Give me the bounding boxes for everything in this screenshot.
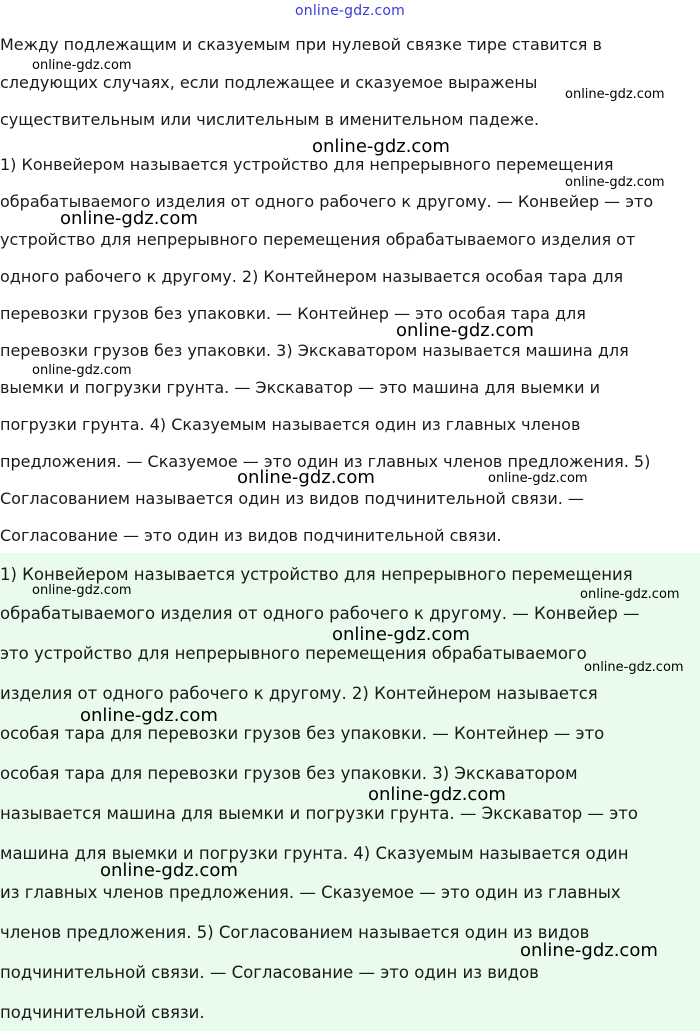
watermark: online-gdz.com xyxy=(565,87,665,102)
rule-line: следующих случаях, если подлежащее и сказуемое выражены xyxy=(0,73,538,92)
example-line: перевозки грузов без упаковки. — Контейнер — это особая тара для xyxy=(0,304,586,323)
watermark: online-gdz.com xyxy=(80,705,218,726)
example-line: предложения. — Сказуемое — это один из главных членов предложения. 5) xyxy=(0,452,651,471)
answer-line: особая тара для перевозки грузов без упаковки. 3) Экскаватором xyxy=(0,764,578,783)
answer-line: 1) Конвейером называется устройство для непрерывного перемещения xyxy=(0,565,633,584)
watermark: online-gdz.com xyxy=(396,320,534,341)
watermark: online-gdz.com xyxy=(32,363,132,378)
example-line: Согласованием называется один из видов подчинительной связи. — xyxy=(0,489,584,508)
answer-line: изделия от одного рабочего к другому. 2) Контейнером называется xyxy=(0,684,598,703)
watermark: online-gdz.com xyxy=(565,175,665,190)
watermark: online-gdz.com xyxy=(32,58,132,73)
watermark: online-gdz.com xyxy=(580,587,680,602)
answer-line: особая тара для перевозки грузов без упаковки. — Контейнер — это xyxy=(0,724,605,743)
answer-line: называется машина для выемки и погрузки грунта. — Экскаватор — это xyxy=(0,804,638,823)
answer-line: членов предложения. 5) Согласованием называется один из видов xyxy=(0,923,590,942)
example-line: устройство для непрерывного перемещения обрабатываемого изделия от xyxy=(0,230,636,249)
watermark: online-gdz.com xyxy=(237,467,375,488)
watermark: online-gdz.com xyxy=(100,860,238,881)
watermark: online-gdz.com xyxy=(32,583,132,598)
example-line: обрабатываемого изделия от одного рабочего к другому. — Конвейер — это xyxy=(0,192,654,211)
example-line: одного рабочего к другому. 2) Контейнером называется особая тара для xyxy=(0,267,624,286)
answer-line: это устройство для непрерывного перемещения обрабатываемого xyxy=(0,644,587,663)
example-line: Согласование — это один из видов подчинительной связи. xyxy=(0,526,502,545)
rule-line: Между подлежащим и сказуемым при нулевой связке тире ставится в xyxy=(0,35,602,54)
answer-line: подчинительной связи. — Согласование — это один из видов xyxy=(0,963,539,982)
watermark: online-gdz.com xyxy=(332,624,470,645)
answer-section xyxy=(0,553,700,1031)
example-line: выемки и погрузки грунта. — Экскаватор — это машина для выемки и xyxy=(0,378,600,397)
rule-line: существительным или числительным в именительном падеже. xyxy=(0,110,540,129)
watermark: online-gdz.com xyxy=(520,940,658,961)
example-line: перевозки грузов без упаковки. 3) Экскаватором называется машина для xyxy=(0,341,629,360)
answer-line: из главных членов предложения. — Сказуемое — это один из главных xyxy=(0,883,621,902)
watermark: online-gdz.com xyxy=(488,471,588,486)
example-line: 1) Конвейером называется устройство для непрерывного перемещения xyxy=(0,155,614,174)
watermark: online-gdz.com xyxy=(312,136,450,157)
answer-line: машина для выемки и погрузки грунта. 4) Сказуемым называется один xyxy=(0,844,629,863)
answer-line: подчинительной связи. xyxy=(0,1003,205,1022)
site-header-link[interactable]: online-gdz.com xyxy=(294,3,406,19)
watermark: online-gdz.com xyxy=(60,208,198,229)
example-line: погрузки грунта. 4) Сказуемым называется один из главных членов xyxy=(0,415,581,434)
watermark: online-gdz.com xyxy=(584,660,684,675)
answer-line: обрабатываемого изделия от одного рабочего к другому. — Конвейер — xyxy=(0,604,640,623)
watermark: online-gdz.com xyxy=(368,784,506,805)
